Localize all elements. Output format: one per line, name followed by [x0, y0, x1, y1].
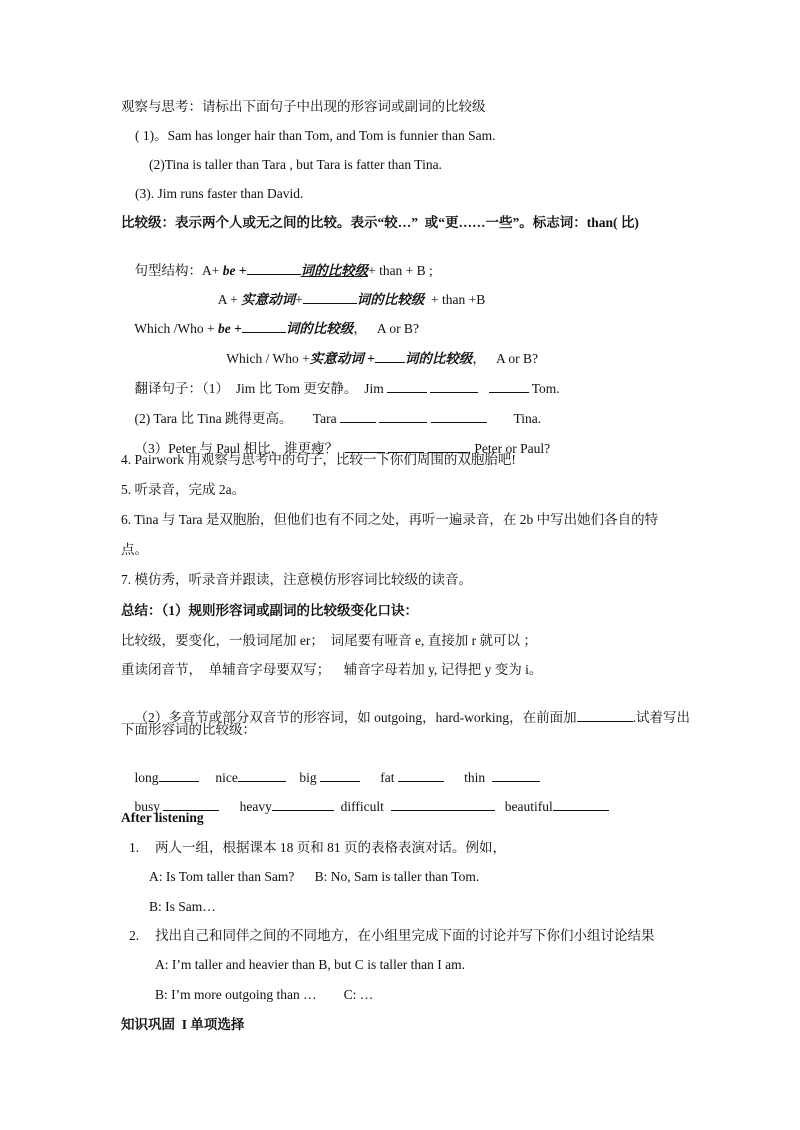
pattern-head: Which / Who + — [226, 351, 310, 366]
task-7: 7. 模仿秀，听录音并跟读，注意模仿形容词比较级的读音。 — [121, 572, 472, 587]
pattern-head: A + — [217, 292, 242, 307]
prompt-text: （3）Peter 与 Paul 相比，谁更瘦？ — [134, 441, 339, 456]
activity-1-number: 1. — [129, 840, 140, 855]
pattern-tail: + than +B — [424, 292, 486, 307]
example-sentence-3: (3). Jim runs faster than David. — [135, 186, 304, 201]
prompt-text: 翻译句子：（1） Jim 比 Tom 更安静。 Jim — [134, 381, 384, 396]
pattern-tail: ， A or B? — [353, 321, 419, 336]
pattern-tail: ， A or B? — [472, 351, 538, 366]
be-verb: be — [217, 321, 231, 336]
blank-line[interactable] — [577, 709, 633, 722]
rule-text: 词的比较级 — [356, 292, 425, 307]
prompt-tail: .试着写出 — [632, 710, 690, 725]
task-5: 5. 听录音，完成 2a。 — [121, 482, 246, 497]
rule-text: 较级 — [341, 263, 369, 278]
task-6-continued: 点。 — [121, 542, 148, 557]
be-verb: be — [222, 263, 236, 278]
rule-text: 词的比较级 — [285, 321, 354, 336]
rule-multisyllable-continued: 下面形容词的比较级： — [121, 722, 256, 737]
notional-verb: 实意动词 — [241, 292, 296, 307]
word-label: beautiful — [504, 799, 553, 814]
blank-line[interactable] — [272, 798, 334, 811]
word-label: fat — [380, 770, 395, 785]
word-label: thin — [464, 770, 486, 785]
word-label: long — [134, 770, 159, 785]
blank-line[interactable] — [391, 798, 495, 811]
rule-line-2: 重读闭音节， 单辅音字母要双写； 辅音字母若加 y, 记得把 y 变为 i。 — [121, 662, 543, 677]
word-label: nice — [215, 770, 238, 785]
prompt-text: （2）多音节或部分双音节的形容词，如 outgoing，hard-working，在前面加 — [134, 710, 577, 725]
blank-line[interactable] — [553, 798, 609, 811]
word-label: difficult — [340, 799, 384, 814]
dialogue-example-1: A: Is Tom taller than Sam? B: No, Sam is taller than Tom. — [149, 869, 480, 884]
plus-sign: + — [363, 351, 375, 366]
example-sentence-2: (2)Tina is taller than Tara , but Tara is fatter than Tina. — [149, 157, 442, 172]
consolidation-heading: 知识巩固 I 单项选择 — [121, 1017, 245, 1032]
rule-line-1: 比较级，要变化，一般词尾加 er； 词尾要有哑音 e, 直接加 r 就可以 ； — [121, 633, 537, 648]
rule-text: 词的比较级 — [404, 351, 473, 366]
task-6: 6. Tina 与 Tara 是双胞胎，但他们也有不同之处，再听一遍录音，在 2b 中写出她们各自的特 — [121, 512, 659, 527]
comparative-definition: 比较级：表示两个人或无之间的比较。表示“较…” 或“更……一些”。标志词：than( 比) — [121, 215, 639, 230]
pattern-label: 句型结构：A+ — [134, 263, 223, 278]
prompt-text: (2) Tara 比 Tina 跳得更高。 Tara — [134, 411, 337, 426]
word-label: busy — [134, 799, 161, 814]
plus-sign: + — [230, 321, 242, 336]
discussion-example-2: B: I’m more outgoing than … C: … — [155, 987, 374, 1002]
answer-tail: , Peter or Paul? — [467, 441, 551, 456]
plus-sign: + — [235, 263, 247, 278]
task-4: 4. Pairwork 用观察与思考中的句子，比较一下你们周围的双胞胎吧! — [121, 452, 516, 467]
word-label: big — [299, 770, 317, 785]
activity-2-number: 2. — [129, 928, 140, 943]
summary-heading: 总结：（1）规则形容词或副词的比较级变化口诀： — [121, 603, 418, 618]
pattern-tail: + than + B ; — [368, 263, 433, 278]
pattern-head: Which /Who + — [134, 321, 218, 336]
activity-2: 找出自己和同伴之间的不同地方，在小组里完成下面的讨论并写下你们小组讨论结果 — [155, 928, 655, 943]
observe-heading: 观察与思考：请标出下面句子中出现的形容词或副词的比较级 — [121, 99, 486, 114]
rule-text: 词的比 — [300, 263, 342, 278]
answer-tail: Tina. — [513, 411, 542, 426]
word-label: heavy — [239, 799, 272, 814]
notional-verb: 实意动词 — [309, 351, 364, 366]
plus-sign: + — [295, 292, 303, 307]
answer-tail: Tom. — [531, 381, 560, 396]
after-listening-heading: After listening — [121, 810, 204, 825]
dialogue-example-2: B: Is Sam… — [149, 899, 216, 914]
discussion-example-1: A: I’m taller and heavier than B, but C is taller than I am. — [155, 957, 466, 972]
example-sentence-1: ( 1)。Sam has longer hair than Tom, and Tom is funnier than Sam. — [135, 128, 496, 143]
activity-1: 两人一组，根据课本 18 页和 81 页的表格表演对话。例如， — [155, 840, 506, 855]
